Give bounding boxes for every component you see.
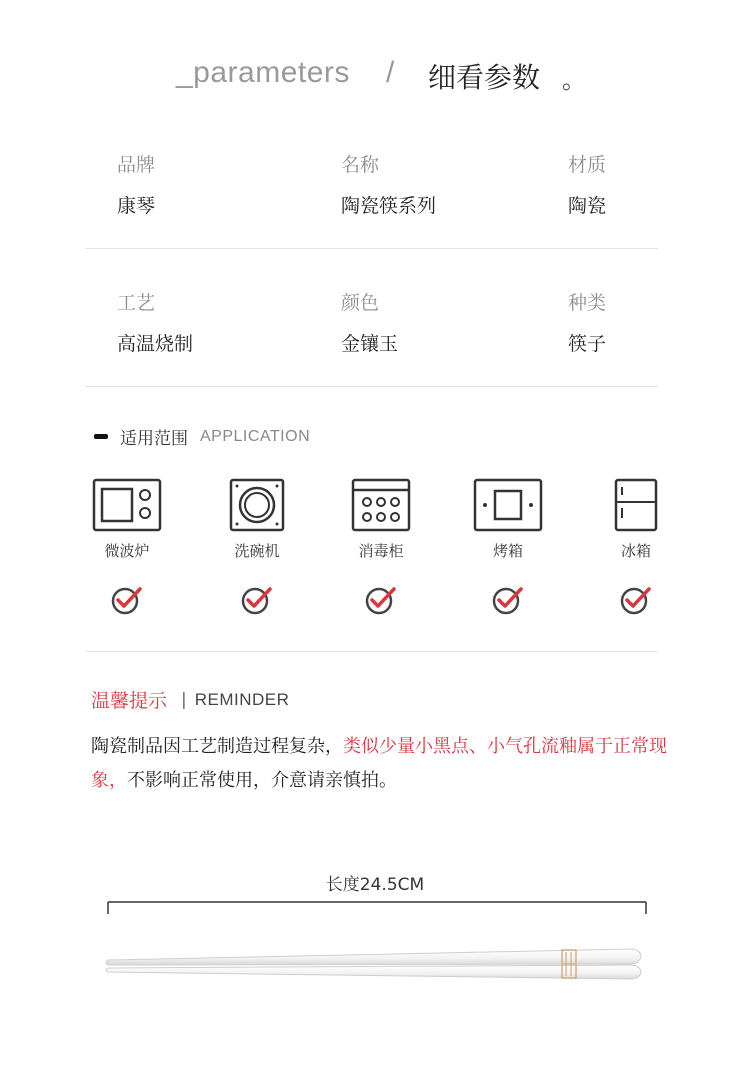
header-period: 。 <box>562 66 586 94</box>
application-title-cn: 适用范围 <box>120 429 188 449</box>
param-craft <box>117 288 193 356</box>
appliance-name: 洗碗机 <box>234 542 280 560</box>
param-product-name <box>341 150 436 218</box>
param-label: 品牌 <box>117 154 156 176</box>
check-icon <box>77 585 177 615</box>
reminder-title-en: REMINDER <box>194 689 290 709</box>
param-label: 种类 <box>568 292 607 314</box>
header-slash: / <box>386 56 395 89</box>
appliance-name: 消毒柜 <box>358 542 404 560</box>
sterilizer-icon <box>351 478 411 532</box>
check-icon <box>586 585 686 615</box>
appliance-name: 冰箱 <box>620 542 651 560</box>
appliance-sterilizer <box>331 478 431 615</box>
application-title <box>94 424 310 449</box>
dishwasher-icon <box>229 478 285 532</box>
reminder-title-cn: 温馨提示 <box>91 690 168 712</box>
appliance-microwave <box>77 478 177 615</box>
length-label: 长度24.5CM <box>325 875 425 895</box>
application-title-en: APPLICATION <box>200 427 311 445</box>
param-value: 陶瓷 <box>568 195 607 217</box>
param-value: 陶瓷筷系列 <box>341 195 437 217</box>
oven-icon <box>473 478 543 532</box>
param-value: 筷子 <box>568 333 607 355</box>
reminder-text-part-1: 陶瓷制品因工艺制造过程复杂， <box>91 736 343 757</box>
header-chinese-title: 细看参数 <box>428 61 541 94</box>
title-bar-icon <box>94 434 108 439</box>
reminder-text-highlight: 类似少量小黑点、小气孔流釉属于正常现象， <box>91 736 667 791</box>
divider <box>85 386 658 387</box>
chopsticks-image <box>100 938 650 988</box>
param-value: 高温烧制 <box>117 333 194 355</box>
reminder-title <box>91 686 289 713</box>
param-label: 名称 <box>341 154 380 176</box>
appliance-name: 微波炉 <box>104 542 150 560</box>
check-icon <box>331 585 431 615</box>
reminder-text-part-2: 不影响正常使用，介意请亲慎拍。 <box>127 770 397 791</box>
divider <box>85 248 658 249</box>
appliance-oven <box>458 478 558 615</box>
appliance-dishwasher <box>207 478 307 615</box>
header-english-title: _parameters <box>176 56 350 89</box>
param-value: 金镶玉 <box>341 333 399 355</box>
check-icon <box>458 585 558 615</box>
measure-line <box>107 900 647 916</box>
param-type <box>568 288 606 356</box>
param-label: 工艺 <box>117 292 156 314</box>
param-brand <box>117 150 155 218</box>
microwave-icon <box>92 478 162 532</box>
appliance-fridge <box>586 478 686 615</box>
param-label: 颜色 <box>341 292 380 314</box>
param-row-1 <box>0 150 750 230</box>
param-value: 康琴 <box>117 195 156 217</box>
fridge-icon <box>614 478 658 532</box>
reminder-text <box>91 730 691 798</box>
check-icon <box>207 585 307 615</box>
param-label: 材质 <box>568 154 607 176</box>
appliance-name: 烤箱 <box>492 542 523 560</box>
param-material <box>568 150 606 218</box>
reminder-separator: | <box>181 689 187 710</box>
param-row-2 <box>0 288 750 368</box>
divider <box>85 651 658 652</box>
param-color <box>341 288 398 356</box>
